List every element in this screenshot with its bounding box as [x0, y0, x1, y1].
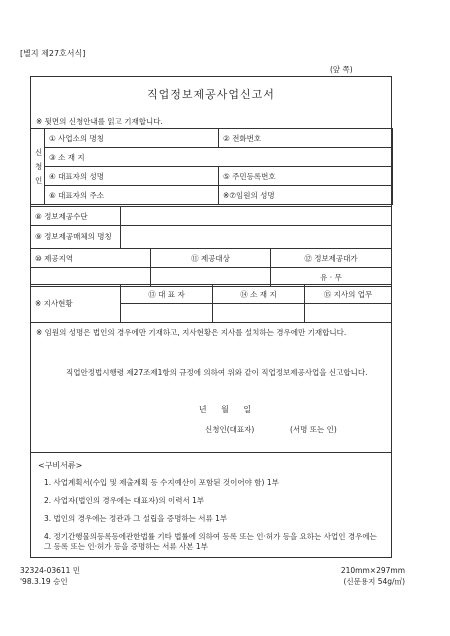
declaration-text: 직업안정법시행령 제27조제1항의 규정에 의하여 위와 같이 직업정보제공사업을 신고합니다. [66, 368, 368, 377]
branch-table [30, 284, 392, 323]
rep-address-field[interactable]: ⑥ 대표자의 주소 [45, 186, 219, 205]
location-field[interactable]: ③ 소 재 지 [45, 148, 393, 167]
required-doc-item: 1. 사업계획서(수입 및 제출계획 등 수지예산이 포함된 것이어야 함) 1부 [44, 478, 279, 487]
required-docs-title: <구비서류> [38, 461, 83, 470]
applicant-vertical-label: 신 청 인 [31, 129, 45, 205]
rep-name-field[interactable]: ④ 대표자의 성명 [45, 167, 219, 186]
phone-field[interactable]: ② 전화번호 [219, 129, 393, 148]
applicant-signature-label: 신청인(대표자) [205, 425, 255, 434]
date-line: 년 월 일 [198, 405, 252, 414]
branch-business-field[interactable] [305, 304, 392, 323]
required-doc-item: 2. 사업자(법인의 경우에는 대표자)의 이력서 1부 [44, 496, 205, 505]
notice-top: ※ 뒷면의 신청안내를 읽고 기재합니다. [36, 117, 163, 126]
page-side-label: (앞 쪽) [330, 65, 353, 74]
branch-address-field[interactable] [213, 304, 305, 323]
target-label: ⑪ 제공대상 [151, 249, 271, 268]
branch-rep-field[interactable] [121, 304, 213, 323]
area-table [30, 248, 392, 287]
required-doc-item: 3. 법인의 경우에는 정관과 그 설립을 증명하는 서류 1부 [44, 514, 228, 523]
branch-rep-label: ⑬ 대 표 자 [121, 285, 213, 304]
fee-label: ⑫ 정보제공대가 [271, 249, 392, 268]
region-label: ⑩ 제공지역 [31, 249, 151, 268]
branch-business-label: ⑮ 지사의 업무 [305, 285, 392, 304]
info-means-field[interactable] [121, 207, 392, 226]
media-name-field[interactable] [121, 226, 392, 249]
applicant-table [30, 128, 393, 205]
info-table [30, 206, 392, 249]
footer-paper-spec: 210mm×297mm (신문용지 54g/㎡) [340, 566, 405, 586]
resident-number-field[interactable]: ⑤ 주민등록번호 [219, 167, 393, 186]
officer-note: ※ 임원의 성명은 법인의 경우에만 기재하고, 지사현황은 지사를 설치하는 경우에만 기재합니다. [36, 328, 347, 337]
info-means-label: ⑧ 정보제공수단 [31, 207, 121, 226]
divider [30, 452, 392, 453]
business-name-field[interactable]: ① 사업소의 명칭 [45, 129, 219, 148]
form-title: 직업정보제공사업신고서 [147, 88, 275, 101]
branch-address-label: ⑭ 소 재 지 [213, 285, 305, 304]
officer-name-field[interactable]: ※⑦임원의 성명 [219, 186, 393, 205]
branch-label: ※ 지사현황 [31, 285, 121, 323]
media-name-label: ⑨ 정보제공매체의 명칭 [31, 226, 121, 249]
required-doc-item: 4. 정기간행물의등록등에관한법률 기타 법률에 의하여 등록 또는 인·허가 등을 요하는 사업인 경우에는 그 등록 또는 인·허가 등을 증명하는 서류 사본 1부 [44, 532, 377, 551]
seal-label[interactable]: (서명 또는 인) [290, 425, 337, 434]
fee-value[interactable]: 유 · 무 [271, 268, 392, 287]
footer-code: 32324-03611 민 '98.3.19 승인 [20, 566, 81, 586]
form-number-label: [별지 제27호서식] [20, 49, 86, 58]
